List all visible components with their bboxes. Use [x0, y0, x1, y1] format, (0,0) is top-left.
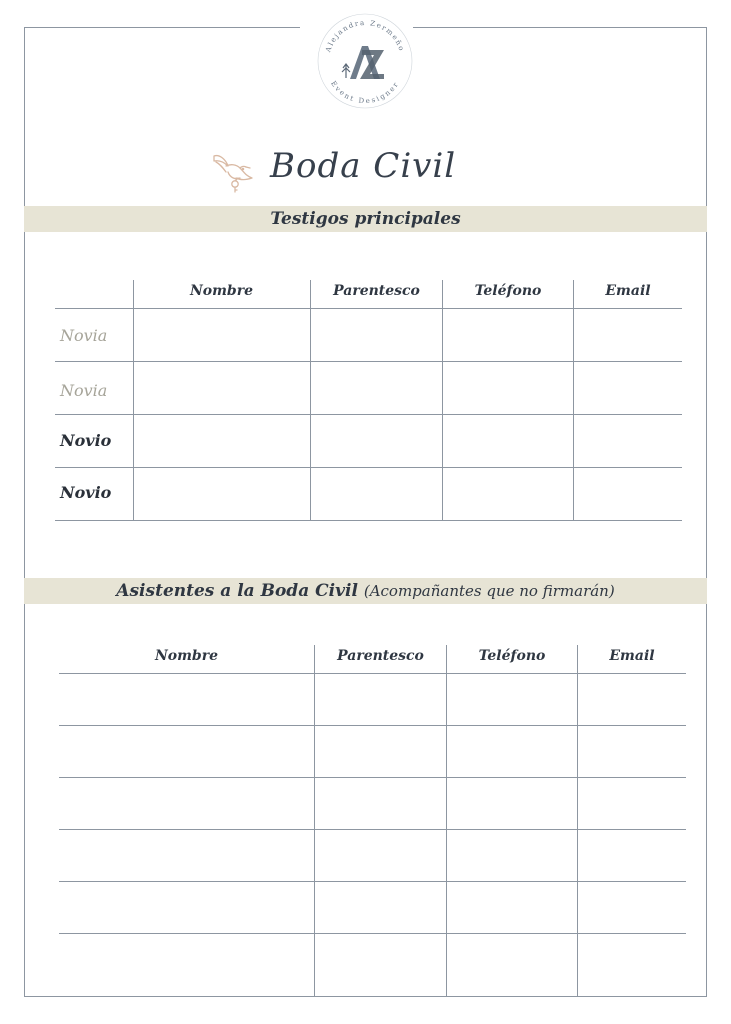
witnesses-hline — [55, 520, 682, 521]
attendees-col-nombre: Nombre — [154, 648, 219, 664]
document-title — [210, 144, 510, 196]
section-band-attendees — [24, 578, 707, 604]
attendees-hline — [59, 725, 686, 726]
witnesses-col-email: Email — [605, 283, 651, 299]
svg-text:Event Designer — [329, 80, 401, 106]
monogram-icon — [342, 46, 384, 79]
attendees-hline — [59, 829, 686, 830]
section-title-attendees-wrap — [24, 581, 707, 601]
witnesses-vline — [573, 280, 574, 521]
witnesses-hline — [55, 467, 682, 468]
attendees-col-telefono: Teléfono — [478, 648, 546, 664]
witnesses-col-nombre: Nombre — [189, 283, 254, 299]
page-title: Boda Civil — [270, 146, 457, 186]
section-band-witnesses — [24, 206, 707, 232]
dove-icon — [210, 148, 256, 194]
witness-row-label-groom-2: Novio — [60, 483, 112, 502]
logo-ring-top: Alejandra Zermeño — [324, 18, 406, 54]
logo-monogram-text: AZ — [364, 92, 366, 93]
witnesses-vline — [310, 280, 311, 521]
witnesses-col-parentesco: Parentesco — [333, 283, 420, 299]
logo-ring-bottom: Event Designer — [329, 79, 401, 106]
witness-row-label-bride-2: Novia — [60, 381, 108, 400]
logo-emblem — [312, 8, 418, 114]
attendees-vline — [446, 645, 447, 997]
attendees-col-parentesco: Parentesco — [337, 648, 424, 664]
witnesses-vline — [442, 280, 443, 521]
section-title-attendees: Asistentes a la Boda Civil — [116, 581, 358, 601]
attendees-vline — [314, 645, 315, 997]
attendees-hline — [59, 777, 686, 778]
section-subtitle-attendees: (Acompañantes que no firmarán) — [363, 582, 615, 600]
witness-row-label-groom-1: Novio — [60, 431, 112, 450]
witnesses-col-telefono: Teléfono — [474, 283, 542, 299]
attendees-vline — [577, 645, 578, 997]
brand-logo — [312, 8, 418, 114]
attendees-hline — [59, 881, 686, 882]
witnesses-hline — [55, 361, 682, 362]
section-title-witnesses: Testigos principales — [270, 209, 461, 229]
witness-row-label-bride-1: Novia — [60, 326, 108, 345]
witnesses-hline — [55, 308, 682, 309]
attendees-col-email: Email — [609, 648, 655, 664]
witnesses-vline — [133, 280, 134, 521]
attendees-hline — [59, 673, 686, 674]
witnesses-hline — [55, 414, 682, 415]
attendees-hline — [59, 933, 686, 934]
